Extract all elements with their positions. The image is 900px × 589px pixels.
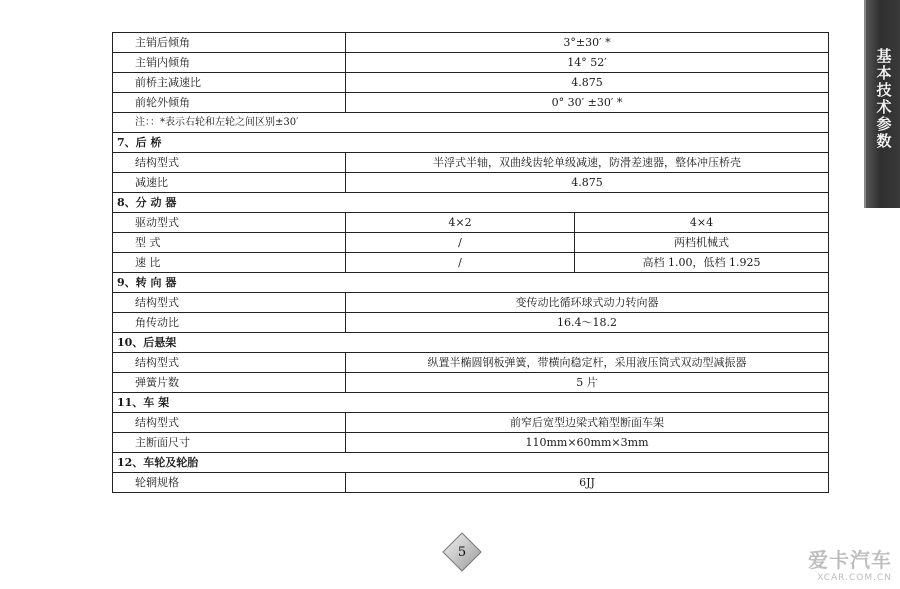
section-header	[113, 273, 829, 293]
param-value-4x2: /	[346, 253, 575, 273]
note-text: 注：：*表示右轮和左轮之间区别±30′	[113, 113, 829, 133]
param-value-4x2: /	[346, 233, 575, 253]
table-row	[113, 313, 829, 333]
param-label: 结构型式	[113, 153, 346, 173]
table-row	[113, 213, 829, 233]
watermark-logo-text: 爱卡汽车	[808, 548, 892, 572]
param-label: 前桥主减速比	[113, 73, 346, 93]
table-row	[113, 373, 829, 393]
table-row	[113, 253, 829, 273]
param-label: 型 式	[113, 233, 346, 253]
table-row	[113, 353, 829, 373]
section-title: 10、后悬架	[113, 333, 829, 353]
watermark-url: XCAR.COM.CN	[817, 573, 892, 583]
param-value: 半浮式半轴，双曲线齿轮单级减速，防滑差速器，整体冲压桥壳	[346, 153, 829, 173]
param-label: 结构型式	[113, 293, 346, 313]
table-row	[113, 73, 829, 93]
table-row	[113, 93, 829, 113]
table-row	[113, 293, 829, 313]
page-number-badge	[442, 532, 482, 572]
param-label: 弹簧片数	[113, 373, 346, 393]
param-value: 16.4～18.2	[346, 313, 829, 333]
param-label: 减速比	[113, 173, 346, 193]
param-value-4x4: 高档 1.00，低档 1.925	[575, 253, 829, 273]
spec-table	[112, 32, 829, 493]
param-value: 0° 30′ ±30′ *	[346, 93, 829, 113]
param-value: 3°±30′ *	[346, 33, 829, 53]
side-section-tab	[864, 0, 900, 208]
table-row	[113, 473, 829, 493]
section-title: 9、转 向 器	[113, 273, 829, 293]
param-label: 前轮外倾角	[113, 93, 346, 113]
section-header	[113, 453, 829, 473]
param-label: 速 比	[113, 253, 346, 273]
section-header	[113, 393, 829, 413]
param-value: 6JJ	[346, 473, 829, 493]
page-number: 5	[457, 544, 467, 560]
param-value: 4.875	[346, 173, 829, 193]
param-label: 主销后倾角	[113, 33, 346, 53]
table-row	[113, 153, 829, 173]
param-value-4x2: 4×2	[346, 213, 575, 233]
table-row	[113, 233, 829, 253]
param-value-4x4: 两档机械式	[575, 233, 829, 253]
param-label: 主销内倾角	[113, 53, 346, 73]
note-row	[113, 113, 829, 133]
param-label: 轮辋规格	[113, 473, 346, 493]
table-row	[113, 413, 829, 433]
param-value: 5 片	[346, 373, 829, 393]
param-value: 纵置半椭圆钢板弹簧，带横向稳定杆，采用液压筒式双动型减振器	[346, 353, 829, 373]
param-label: 结构型式	[113, 413, 346, 433]
section-header	[113, 333, 829, 353]
section-header	[113, 133, 829, 153]
table-row	[113, 173, 829, 193]
param-value: 变传动比循环球式动力转向器	[346, 293, 829, 313]
section-title: 12、车轮及轮胎	[113, 453, 829, 473]
section-title: 8、分 动 器	[113, 193, 829, 213]
section-title: 7、后 桥	[113, 133, 829, 153]
param-value: 4.875	[346, 73, 829, 93]
param-value: 14° 52′	[346, 53, 829, 73]
watermark	[792, 544, 892, 583]
table-row	[113, 433, 829, 453]
param-value: 110mm×60mm×3mm	[346, 433, 829, 453]
param-label: 结构型式	[113, 353, 346, 373]
param-value-4x4: 4×4	[575, 213, 829, 233]
param-label: 主断面尺寸	[113, 433, 346, 453]
section-title: 11、车 架	[113, 393, 829, 413]
side-tab-label: 基本技术参数	[874, 48, 893, 150]
table-row	[113, 33, 829, 53]
table-row	[113, 53, 829, 73]
param-label: 角传动比	[113, 313, 346, 333]
section-header	[113, 193, 829, 213]
param-label: 驱动型式	[113, 213, 346, 233]
param-value: 前窄后宽型边梁式箱型断面车架	[346, 413, 829, 433]
